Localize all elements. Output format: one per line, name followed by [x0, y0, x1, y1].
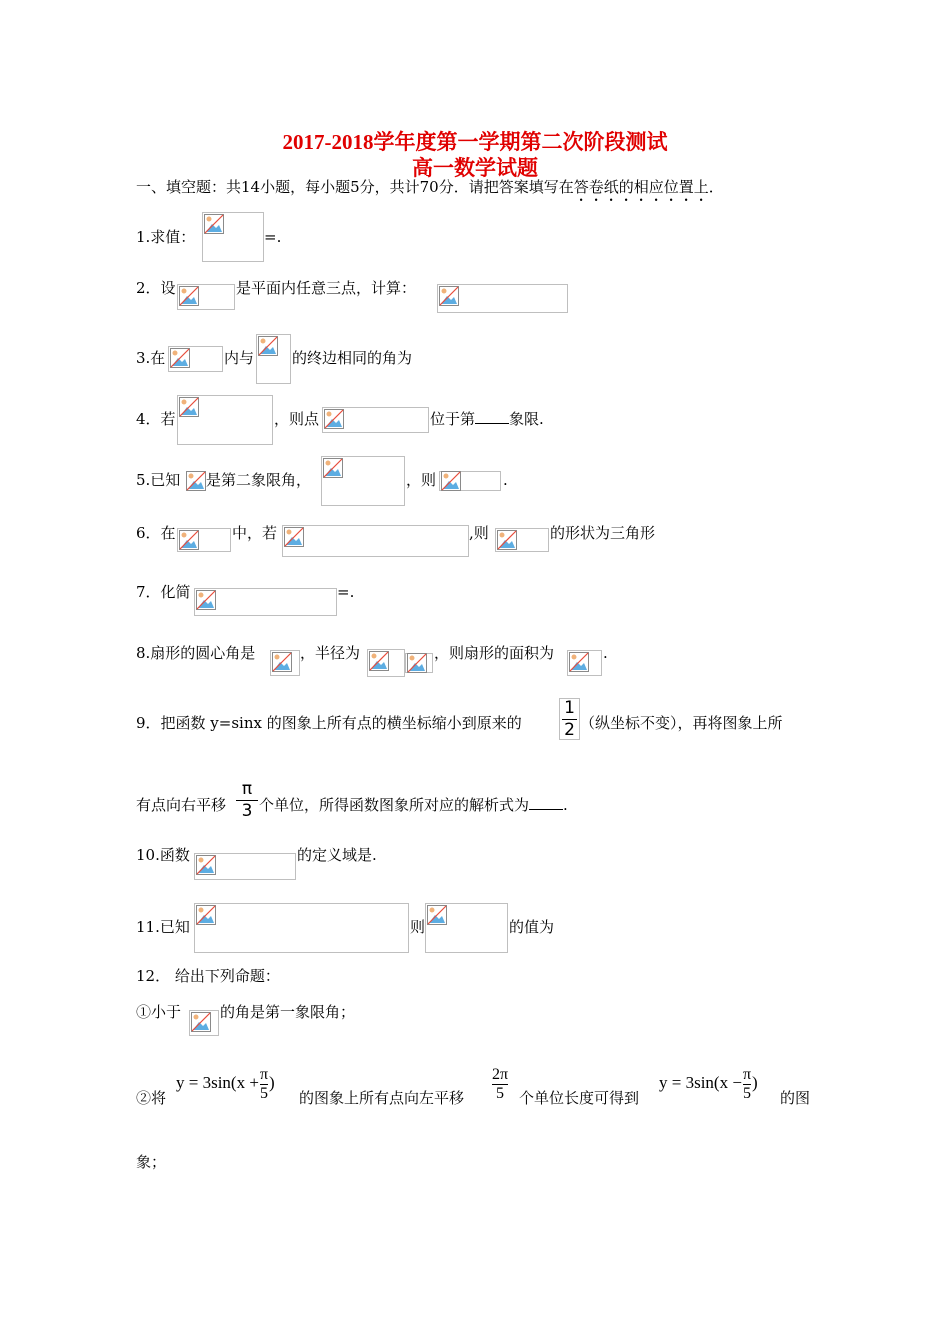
q12-item1-label: ①小于	[136, 1003, 182, 1021]
formula-image	[256, 334, 291, 384]
q5-label: 5.已知	[136, 471, 181, 489]
q9-text-2: 有点向右平移	[136, 796, 227, 814]
formula-image	[194, 588, 337, 616]
q8-label: 8.扇形的圆心角是	[136, 644, 256, 662]
q3-tail: 的终边相同的角为	[292, 349, 413, 367]
broken-image-icon	[258, 336, 278, 356]
broken-image-icon	[569, 652, 589, 672]
broken-image-icon	[407, 653, 427, 673]
q12-item2-text: 的图象上所有点向左平移	[299, 1089, 465, 1107]
q11-text: 则	[410, 918, 426, 936]
formula-image	[186, 471, 206, 491]
q12-item2-tail: 的图	[780, 1089, 811, 1107]
broken-image-icon	[324, 409, 344, 429]
q12-item2-label: ②将	[136, 1089, 167, 1107]
formula-image	[495, 528, 549, 552]
q10-label: 10.函数	[136, 846, 190, 864]
fraction-half: 1 2	[559, 698, 580, 740]
answer-blank	[475, 422, 509, 424]
broken-image-icon	[196, 590, 216, 610]
formula-image	[168, 346, 223, 372]
broken-image-icon	[323, 458, 343, 478]
formula-image	[177, 395, 273, 445]
q7-tail: =.	[337, 583, 355, 601]
q9-text-3: 个单位，所得函数图象所对应的解析式为 .	[259, 796, 568, 814]
q4-text-2: 位于第 象限.	[430, 410, 544, 428]
broken-image-icon	[179, 530, 199, 550]
broken-image-icon	[170, 348, 190, 368]
q8-tail: .	[603, 644, 608, 662]
formula-image	[270, 650, 300, 676]
broken-image-icon	[441, 471, 461, 491]
broken-image-icon	[284, 527, 304, 547]
formula-image	[437, 284, 568, 313]
q6-text-2: ,则	[469, 524, 489, 542]
q2-text: 是平面内任意三点，计算：	[236, 279, 417, 297]
q12-item2-wrap: 象；	[136, 1153, 167, 1171]
q5-tail: .	[503, 471, 508, 489]
formula-image	[194, 903, 409, 953]
q6-tail: 的形状为三角形	[550, 524, 656, 542]
q6-text: 中，若	[232, 524, 278, 542]
broken-image-icon	[439, 286, 459, 306]
formula-image	[194, 853, 296, 880]
formula-image	[177, 284, 235, 310]
broken-image-icon	[272, 652, 292, 672]
formula-image	[189, 1010, 219, 1036]
fraction-two-pi-fifths: $\frac{2\pi}{5}$	[492, 1066, 509, 1102]
formula-image	[439, 471, 501, 491]
q4-text: ，则点	[274, 410, 320, 428]
formula-image	[567, 650, 602, 676]
formula-shift-right: y = 3sin(x − $\frac{\pi}{5}$ )	[659, 1066, 758, 1102]
q8-text-2: ，则扇形的面积为	[434, 644, 555, 662]
broken-image-icon	[179, 397, 199, 417]
q9-text: （纵坐标不变），再将图象上所	[580, 714, 783, 732]
formula-image	[322, 407, 429, 433]
q10-tail: 的定义域是.	[297, 846, 377, 864]
q2-label: 2．设	[136, 279, 176, 297]
formula-shift-left: y = 3sin(x + $\frac{\pi}{5}$ )	[176, 1066, 275, 1102]
q9-label: 9．把函数 y=sinx 的图象上所有点的横坐标缩小到原来的	[136, 714, 522, 732]
broken-image-icon	[196, 855, 216, 875]
broken-image-icon	[191, 1012, 211, 1032]
formula-image	[367, 649, 405, 677]
q7-label: 7．化简	[136, 583, 191, 601]
formula-image	[202, 212, 264, 262]
emphasized-text: 答卷纸的相应位置上	[573, 178, 709, 196]
formula-image	[405, 653, 433, 673]
q5-text-2: ，则	[406, 471, 437, 489]
q3-label: 3.在	[136, 349, 166, 367]
broken-image-icon	[186, 471, 206, 491]
exam-subtitle: 高一数学试题	[412, 156, 538, 180]
q1-label: 1.求值：	[136, 228, 196, 246]
section-instructions: 一、填空题：共14小题，每小题5分，共计70分．请把答案填写在答卷纸的相应位置上．	[136, 178, 724, 196]
broken-image-icon	[369, 651, 389, 671]
q8-text: ，半径为	[300, 644, 361, 662]
broken-image-icon	[497, 530, 517, 550]
exam-title: 2017-2018学年度第一学期第二次阶段测试	[282, 130, 668, 154]
q5-text: 是第二象限角，	[206, 471, 312, 489]
broken-image-icon	[204, 214, 224, 234]
broken-image-icon	[179, 286, 199, 306]
q12-item2-text-2: 个单位长度可得到	[519, 1089, 640, 1107]
formula-image	[282, 525, 469, 557]
fraction-pi-third: π 3	[236, 780, 258, 820]
answer-blank	[529, 808, 563, 810]
broken-image-icon	[196, 905, 216, 925]
formula-image	[321, 456, 405, 506]
formula-image	[177, 528, 231, 552]
q11-tail: 的值为	[509, 918, 555, 936]
q1-tail: =.	[264, 228, 282, 246]
q6-label: 6．在	[136, 524, 176, 542]
q12-item1-text: 的角是第一象限角；	[220, 1003, 356, 1021]
q3-text: 内与	[224, 349, 255, 367]
formula-image	[425, 903, 508, 953]
q11-label: 11.已知	[136, 918, 190, 936]
q12-label: 12． 给出下列命题：	[136, 967, 280, 985]
q4-label: 4．若	[136, 410, 176, 428]
broken-image-icon	[427, 905, 447, 925]
